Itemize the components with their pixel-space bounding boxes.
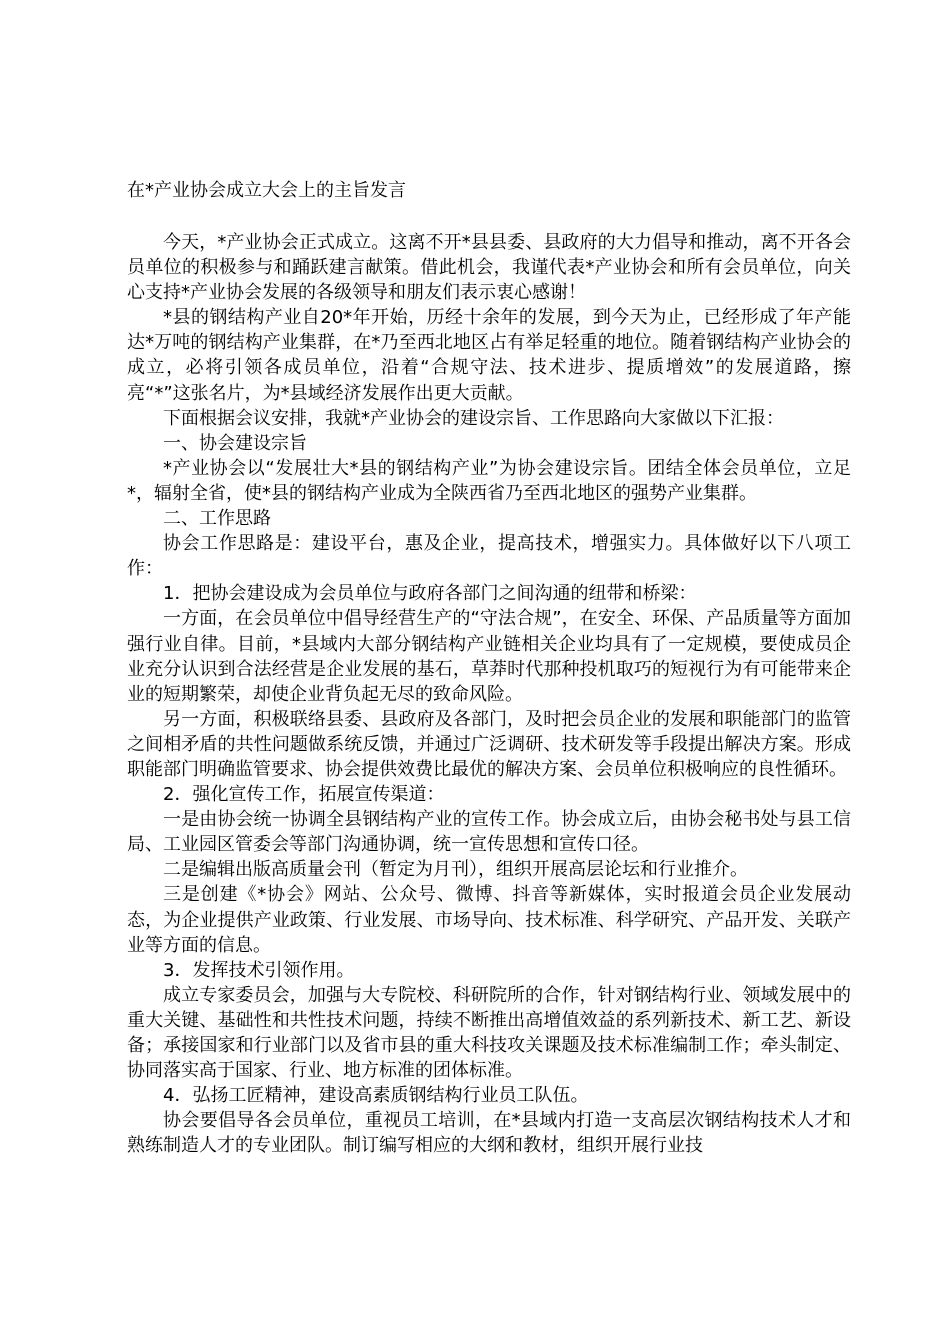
paragraph: 一方面，在会员单位中倡导经营生产的“守法合规”，在安全、环保、产品质量等方面加强行业自律。目前，*县域内大部分钢结构产业链相关企业均具有了一定规模，要使成员企业充分认识到合法经营是企业发展的基石，草莽时代那种投机取巧的短视行为有可能带来企业的短期繁荣，却使企业背负起无尽的致命风险。	[127, 608, 851, 705]
section-heading: 二、工作思路	[163, 508, 271, 530]
document-body	[127, 230, 851, 1158]
paragraph: *产业协会以“发展壮大*县的钢结构产业”为协会建设宗旨。团结全体会员单位，立足*，辐射全省，使*县的钢结构产业成为全陕西省乃至西北地区的强势产业集群。	[127, 457, 851, 504]
paragraph: 三是创建《*协会》网站、公众号、微博、抖音等新媒体，实时报道会员企业发展动态，为企业提供产业政策、行业发展、市场导向、技术标准、科学研究、产品开发、关联产业等方面的信息。	[127, 884, 851, 956]
paragraph: 协会工作思路是：建设平台，惠及企业，提高技术，增强实力。具体做好以下八项工作：	[127, 533, 851, 580]
paragraph: 成立专家委员会，加强与大专院校、科研院所的合作，针对钢结构行业、领域发展中的重大关键、基础性和共性技术问题，持续不断推出高增值效益的系列新技术、新工艺、新设备；承接国家和行业部门以及省市县的重大科技攻关课题及技术标准编制工作；牵头制定、协同落实高于国家、行业、地方标准的团体标准。	[127, 984, 851, 1082]
paragraph: 下面根据会议安排，我就*产业协会的建设宗旨、工作思路向大家做以下汇报：	[163, 407, 784, 429]
item-heading: 2．强化宣传工作，拓展宣传渠道：	[163, 784, 445, 806]
item-heading: 4．弘扬工匠精神，建设高素质钢结构行业员工队伍。	[163, 1085, 589, 1107]
paragraph: 今天，*产业协会正式成立。这离不开*县县委、县政府的大力倡导和推动，离不开各会员单位的积极参与和踊跃建言献策。借此机会，我谨代表*产业协会和所有会员单位，向关心支持*产业协会发展的各级领导和朋友们表示衷心感谢！	[127, 232, 851, 304]
section-heading: 一、协会建设宗旨	[163, 432, 307, 454]
item-heading: 3．发挥技术引领作用。	[163, 959, 355, 981]
paragraph: 二是编辑出版高质量会刊（暂定为月刊），组织开展高层论坛和行业推介。	[163, 859, 748, 881]
item-heading: 1．把协会建设成为会员单位与政府各部门之间沟通的纽带和桥梁：	[163, 583, 697, 605]
paragraph: 另一方面，积极联络县委、县政府及各部门，及时把会员企业的发展和职能部门的监管之间相矛盾的共性问题做系统反馈，并通过广泛调研、技术研发等手段提出解决方案。形成职能部门明确监管要求、协会提供效费比最优的解决方案、会员单位积极响应的良性循环。	[127, 708, 851, 780]
paragraph: *县的钢结构产业自20*年开始，历经十余年的发展，到今天为止，已经形成了年产能达*万吨的钢结构产业集群，在*乃至西北地区占有举足轻重的地位。随着钢结构产业协会的成立，必将引领各成员单位，沿着“合规守法、技术进步、提质增效”的发展道路，擦亮“*”这张名片，为*县域经济发展作出更大贡献。	[127, 307, 851, 404]
paragraph: 协会要倡导各会员单位，重视员工培训，在*县域内打造一支高层次钢结构技术人才和熟练制造人才的专业团队。制订编写相应的大纲和教材，组织开展行业技	[127, 1110, 851, 1157]
document-title: 在*产业协会成立大会上的主旨发言	[127, 180, 406, 201]
paragraph: 一是由协会统一协调全县钢结构产业的宣传工作。协会成立后，由协会秘书处与县工信局、工业园区管委会等部门沟通协调，统一宣传思想和宣传口径。	[127, 809, 851, 856]
